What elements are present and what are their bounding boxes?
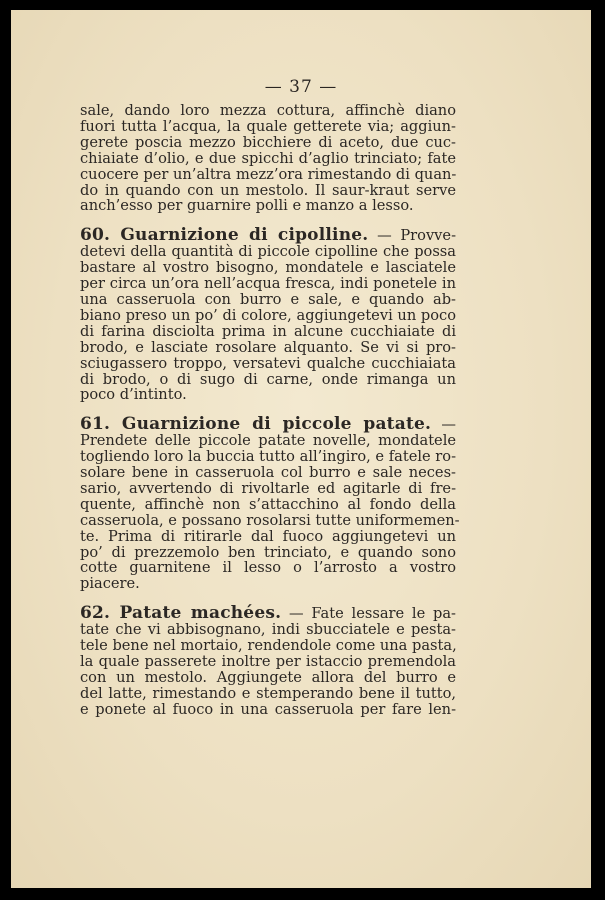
recipe-62 — [80, 603, 457, 718]
text-line: tele bene nel mortaio, rendendole come una pasta, — [80, 637, 457, 655]
text-line: do in quando con un mestolo. Il saur-kraut serve — [80, 181, 456, 199]
text-line: biano preso un po’ di colore, aggiungetevi un poco — [80, 306, 456, 324]
text-fragment: — — [431, 416, 456, 434]
text-line: chiaiate d’olio, e due spicchi d’aglio trinciato; fate — [80, 149, 456, 167]
text-line: la quale passerete inoltre per istaccio premendola — [80, 653, 456, 670]
text-line: quente, affinchè non s’attacchino al fondo della — [80, 495, 456, 513]
recipe-heading-line — [80, 225, 456, 246]
text-line: Prendete delle piccole patate novelle, mondatele — [80, 432, 456, 450]
page-number: — 37 — — [264, 77, 338, 97]
text-line: per circa un’ora nell’acqua fresca, indi ponetele in — [80, 275, 456, 293]
recipe-60 — [80, 225, 456, 404]
text-line: piacere. — [80, 575, 140, 593]
book-page — [11, 10, 591, 888]
text-line: sciugassero troppo, versatevi qualche cucchiaiata — [80, 354, 456, 372]
text-fragment: — Fate lessare le pa- — [281, 605, 456, 623]
text-line: e ponete al fuoco in una casseruola per fare len- — [80, 700, 456, 718]
text-line: sale, dando loro mezza cottura, affinchè diano — [80, 102, 456, 119]
text-line: togliendo loro la buccia tutto all’ingiro, e fatele ro- — [80, 448, 456, 466]
text-line: cotte guarnitene il lesso o l’arrosto a vostro — [80, 559, 456, 577]
text-fragment: — Provve- — [368, 227, 456, 245]
text-line: poco d’intinto. — [80, 386, 187, 404]
intro-paragraph — [80, 103, 456, 214]
text-line: sario, avvertendo di rivoltarle ed agitarle di fre- — [80, 479, 456, 497]
recipe-title: 62. Patate machées. — [80, 603, 282, 624]
text-line: te. Prima di ritirarle dal fuoco aggiungetevi un — [80, 527, 456, 545]
text-line: fuori tutta l’acqua, la quale getterete via; aggiun- — [80, 117, 456, 135]
text-line: gerete poscia mezzo bicchiere di aceto, due cuc- — [80, 133, 456, 151]
recipe-heading-line — [80, 414, 456, 435]
text-line: di brodo, o di sugo di carne, onde rimanga un — [80, 370, 456, 388]
recipe-61 — [80, 414, 460, 593]
text-line: una casseruola con burro e sale, e quando ab- — [80, 290, 456, 308]
recipe-title: 60. Guarnizione di cipolline. — [80, 225, 369, 246]
recipe-title: 61. Guarnizione di piccole patate. — [80, 414, 432, 435]
text-line: del latte, rimestando e stemperando bene il tutto, — [80, 684, 456, 702]
text-line: bastare al vostro bisogno, mondatele e lasciatele — [80, 259, 456, 277]
text-line: solare bene in casseruola col burro e sale neces- — [80, 464, 456, 482]
text-line: con un mestolo. Aggiungete allora del burro e — [80, 668, 456, 686]
text-line: casseruola, e possano rosolarsi tutte uniformemen- — [80, 511, 460, 529]
recipe-heading-line — [80, 603, 456, 624]
text-line: po’ di prezzemolo ben trinciato, e quando sono — [80, 543, 456, 561]
text-line: tate che vi abbisognano, indi sbucciatele e pesta- — [80, 621, 456, 639]
text-line: brodo, e lasciate rosolare alquanto. Se vi si pro- — [80, 338, 456, 356]
text-line: detevi della quantità di piccole cipolline che possa — [80, 243, 456, 261]
text-line: anch’esso per guarnire polli e manzo a lesso. — [80, 197, 414, 215]
text-line: di farina disciolta prima in alcune cucchiaiate di — [80, 322, 456, 340]
page-body — [80, 102, 460, 732]
text-line: cuocere per un’altra mezz’ora rimestando di quan- — [80, 165, 457, 183]
